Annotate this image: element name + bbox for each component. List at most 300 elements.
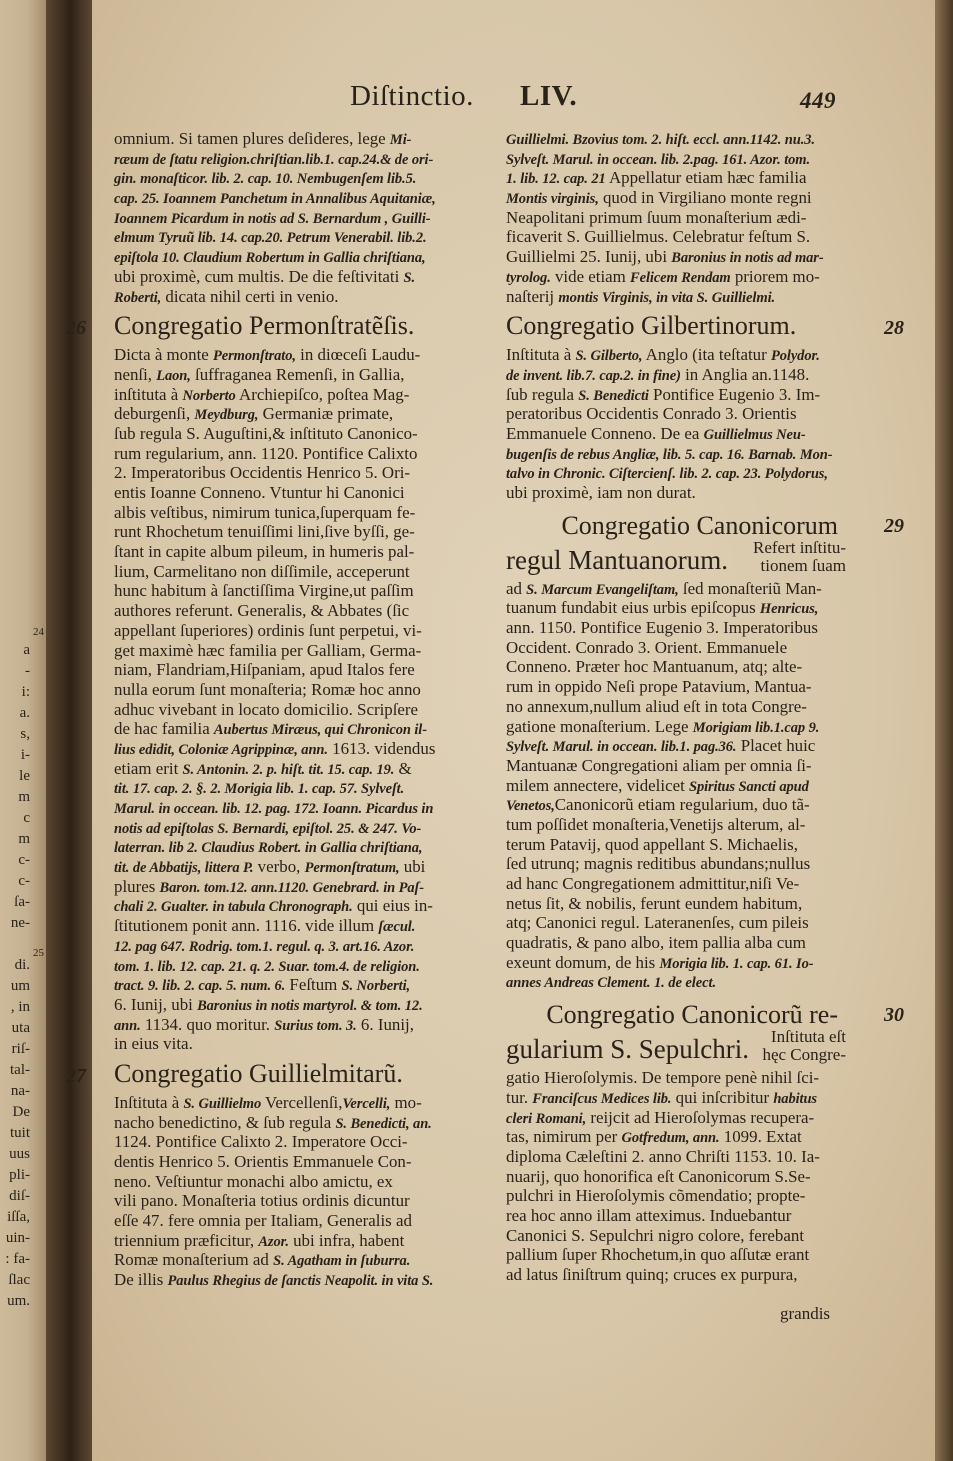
citation-text: Ioannem Picardum in notis ad S. Bernardum , Guilli- xyxy=(114,210,431,227)
citation-text: Montis virginis, xyxy=(506,191,599,208)
text-line xyxy=(114,680,439,700)
header-chapter-number: LIV. xyxy=(520,80,578,112)
text-line xyxy=(114,365,439,385)
text-line xyxy=(114,581,439,601)
text-line xyxy=(114,877,439,897)
text-line xyxy=(506,1206,844,1226)
text-fragment: le xyxy=(19,768,30,784)
body-text: gatione monaſterium. Lege xyxy=(506,716,693,736)
text-line xyxy=(114,424,439,444)
text-fragment: c- xyxy=(18,852,30,868)
citation-text: Venetos, xyxy=(506,798,555,815)
text-line xyxy=(506,208,844,228)
paragraph xyxy=(114,1093,441,1290)
text-line xyxy=(506,1088,844,1108)
text-line xyxy=(506,149,844,169)
section-number: 26 xyxy=(66,317,86,340)
citation-text: Guillielmi. Bzovius tom. 2. hiſt. eccl. ann.1142. nu.3. xyxy=(506,132,815,148)
text-line xyxy=(114,739,439,759)
text-line xyxy=(506,854,844,874)
body-text: eſſe 47. fere omnia per Italiam, Generalis ad xyxy=(114,1211,412,1231)
citation-text: S. Agatham in ſuburra. xyxy=(273,1253,411,1270)
previous-page-edge xyxy=(0,0,46,1461)
body-text: tum poſſidet monaſteria,Venetijs alterum, al- xyxy=(506,814,806,834)
text-line xyxy=(114,267,439,287)
margin-number: 24 xyxy=(33,626,44,638)
citation-text: lius edidit, Coloniæ Agrippinæ, ann. xyxy=(114,741,328,758)
text-fragment: di. xyxy=(14,957,30,973)
citation-text: cleri Romani, xyxy=(506,1110,587,1127)
text-line xyxy=(114,1211,439,1231)
body-text: nacho benedictino, & ſub regula xyxy=(114,1112,336,1132)
text-fragment: , in xyxy=(10,999,30,1015)
text-line xyxy=(506,385,844,405)
text-line xyxy=(114,975,439,995)
side-line xyxy=(757,1046,846,1064)
body-text: naſterij xyxy=(506,286,559,306)
text-line xyxy=(114,149,439,169)
body-text: ad hanc Congregationem admittitur,niſi Ve- xyxy=(506,874,800,893)
body-text: ſtitutionem ponit ann. 1116. vide illum xyxy=(114,916,379,936)
body-text: Mantuanæ Congregationi aliam per omnia ſi- xyxy=(506,755,812,775)
body-text: rum regularium, ann. 1120. Pontifice Calixto xyxy=(114,443,418,463)
body-text: no annexum,nullum aliud eſt in tota Congre- xyxy=(506,696,807,716)
text-line xyxy=(114,188,439,208)
body-text: ubi proximè, cum multis. De die feſtivitati xyxy=(114,266,404,286)
text-line xyxy=(114,1152,439,1172)
citation-text: laterran. lib 2. Claudius Robert. in Gallia chriſtiana, xyxy=(114,840,423,857)
body-text: 6. Iunij, xyxy=(356,1014,414,1034)
citation-text: 12. pag 647. Rodrig. tom.1. regul. q. 3. art.16. Azor. xyxy=(114,938,415,955)
section-heading xyxy=(66,1058,441,1090)
text-line xyxy=(114,1113,439,1133)
citation-text: Roberti, xyxy=(114,289,162,306)
citation-text: montis Virginis, in vita S. Guillielmi. xyxy=(558,289,776,306)
text-fragment: uta xyxy=(11,1020,30,1036)
text-line xyxy=(114,916,439,936)
citation-text: tit. 17. cap. 2. §. 2. Morigia lib. 1. cap. 57. Sylveſt. xyxy=(114,781,405,798)
text-fragment: diſ- xyxy=(9,1188,30,1204)
citation-text: S. Gilberto, xyxy=(575,348,643,365)
heading-side-text xyxy=(736,539,846,575)
body-text: in Anglia an.1148. xyxy=(680,364,810,384)
citation-text: Baronius in notis martyrol. & tom. 12. xyxy=(197,997,423,1014)
text-line xyxy=(114,936,439,956)
text-line xyxy=(506,188,844,208)
section-heading xyxy=(66,310,441,342)
body-text: tas, nimirum per xyxy=(506,1127,622,1147)
text-line xyxy=(506,697,844,717)
citation-text: Henricus, xyxy=(759,601,819,618)
citation-text: S. Antonin. 2. p. hiſt. tit. 15. cap. 19. xyxy=(182,761,395,778)
citation-text: ann. xyxy=(114,1017,141,1034)
text-fragment: um. xyxy=(7,1293,30,1309)
citation-text: Norberto xyxy=(182,387,236,404)
body-text: 2. Imperatoribus Occidentis Henrico 5. Ori- xyxy=(114,463,411,483)
body-text: nenſi, xyxy=(114,364,157,384)
citation-text: Franciſcus Medices lib. xyxy=(532,1090,672,1107)
text-line xyxy=(114,562,439,582)
body-text: get maximè hæc familia per Galliam, Germa- xyxy=(114,640,422,660)
body-text: Pontifice Eugenio 3. Im- xyxy=(648,384,821,404)
body-text: Neapolitani primum ſuum monaſterium ædi- xyxy=(506,207,807,227)
text-fragment: c- xyxy=(18,873,30,889)
body-text: ubi infra, habent xyxy=(288,1230,405,1250)
text-line xyxy=(114,444,439,464)
text-line xyxy=(114,837,439,857)
text-line xyxy=(114,1270,439,1290)
heading-text: Congregatio Gilbertinorum. xyxy=(506,311,797,341)
body-text: tuanum fundabit eius urbis epiſcopus xyxy=(506,598,760,618)
body-text: neno. Veſtiuntur monachi albo amictu, ex xyxy=(114,1171,393,1191)
text-fragment: : fa- xyxy=(5,1251,30,1267)
text-line xyxy=(506,129,844,149)
text-line xyxy=(114,404,439,424)
body-text: terum Patavij, quod appellant S. Michaelis, xyxy=(506,834,798,854)
body-text: qui inſcribitur xyxy=(671,1087,774,1107)
text-line xyxy=(506,795,844,815)
body-text: Archiepiſco, poſtea Mag- xyxy=(235,384,410,404)
body-text: triennium præficitur, xyxy=(114,1230,259,1250)
page-number: 449 xyxy=(800,88,836,113)
side-line xyxy=(736,539,846,557)
body-text: hęc Congre- xyxy=(762,1045,846,1065)
citation-text: Azor. xyxy=(258,1233,289,1250)
body-text: Placet huic xyxy=(736,736,816,756)
body-text: diploma Cæleſtini 2. anno Chriſti 1153. 10. Ia- xyxy=(506,1146,820,1166)
body-text: qui eius in- xyxy=(352,896,433,916)
body-text: 1124. Pontifice Calixto 2. Imperatore Occi- xyxy=(114,1132,408,1152)
citation-text: Guillielmus Neu- xyxy=(703,426,806,443)
body-text: exeunt domum, de his xyxy=(506,952,660,972)
body-text: Inſtituta à xyxy=(114,1092,184,1112)
text-line xyxy=(114,1015,439,1035)
citation-text: bugenſis de rebus Angliæ, lib. 5. cap. 16. Barnab. Mon- xyxy=(506,446,833,463)
text-line xyxy=(506,365,844,385)
body-text: ſed utrunq; magnis reditibus abundans;nullus xyxy=(506,854,811,874)
heading-text-line2: regul Mantuanorum. xyxy=(506,544,728,575)
text-line xyxy=(114,1250,439,1270)
text-line xyxy=(114,463,439,483)
body-text: & xyxy=(394,758,412,778)
text-line xyxy=(506,953,844,973)
body-text: Refert inſtitu- xyxy=(752,537,846,557)
heading-side-text xyxy=(757,1028,846,1064)
text-fragment: m xyxy=(18,831,30,847)
text-line xyxy=(506,618,844,638)
body-text: Inſtituta à xyxy=(506,345,576,365)
citation-text: Gotfredum, ann. xyxy=(621,1130,720,1147)
body-text: de hac familia xyxy=(114,719,214,739)
section-number: 30 xyxy=(884,1004,904,1027)
citation-text: Baronius in notis ad mar- xyxy=(671,250,824,267)
citation-text: Sylveſt. Marul. in occean. lib.1. pag.36. xyxy=(506,739,737,756)
citation-text: 1. lib. 12. cap. 21 xyxy=(506,171,606,188)
text-line xyxy=(506,717,844,737)
body-text: quod in Virgiliano monte regni xyxy=(598,188,812,208)
text-line xyxy=(114,857,439,877)
text-line xyxy=(114,798,439,818)
body-text: mo- xyxy=(390,1092,422,1112)
body-text: in eius vita. xyxy=(114,1034,193,1054)
text-line xyxy=(506,894,844,914)
text-fragment: a. xyxy=(19,705,30,721)
text-line xyxy=(506,168,844,188)
heading-row xyxy=(506,1027,846,1065)
body-text: entis Ioanne Conneno. Vtuntur hi Canonici xyxy=(114,483,405,502)
text-line xyxy=(506,1147,844,1167)
body-text: ann. 1150. Pontifice Eugenio 3. Imperatoribus xyxy=(506,618,818,638)
body-text: plures xyxy=(114,876,160,896)
body-text: ficaverit S. Guillielmus. Celebratur feſtum S. xyxy=(506,227,811,247)
text-line xyxy=(114,542,439,562)
citation-text: Laon, xyxy=(156,367,191,384)
body-text: verbo, xyxy=(253,857,305,877)
heading-row xyxy=(506,537,846,575)
text-line xyxy=(114,129,439,149)
body-text: inſtituta à xyxy=(114,384,183,404)
left-column xyxy=(66,129,441,1290)
heading-text-line2: gularium S. Sepulchri. xyxy=(506,1034,749,1065)
body-text: authores referunt. Generalis, & Abbates (ſic xyxy=(114,601,410,621)
text-line xyxy=(506,756,844,776)
text-line xyxy=(506,736,844,756)
text-fragment: i: xyxy=(21,684,30,700)
body-text: quadratis, & pano albo, item pallia alba cum xyxy=(506,933,806,953)
text-line xyxy=(114,227,439,247)
text-line xyxy=(506,1127,844,1147)
paragraph xyxy=(506,345,846,503)
text-line xyxy=(506,776,844,796)
text-line xyxy=(506,483,846,503)
body-text: ſub regula xyxy=(506,384,579,404)
body-text: vide etiam xyxy=(550,266,631,286)
heading-text-line1: Congregatio Canonicorum xyxy=(561,510,838,540)
header-distinctio: Diſtinctio. xyxy=(350,80,474,112)
text-fragment: pli- xyxy=(9,1167,30,1183)
text-fragment: tal- xyxy=(10,1062,30,1078)
heading-line1 xyxy=(506,1000,846,1030)
body-text: Feſtum xyxy=(285,975,342,995)
section-heading xyxy=(506,310,904,342)
citation-text: Morigia lib. 1. cap. 61. Io- xyxy=(659,955,814,972)
page-edge xyxy=(935,0,953,1461)
body-text: milem annectere, videlicet xyxy=(506,775,689,795)
citation-text: Polydor. xyxy=(770,348,820,365)
section-heading xyxy=(506,1000,904,1065)
text-line xyxy=(506,874,844,894)
citation-text: Paulus Rhegius de ſanctis Neapolit. in vita S. xyxy=(167,1273,434,1290)
citation-text: chali 2. Gualter. in tabula Chronograph. xyxy=(114,899,353,916)
heading-text-line1: Congregatio Canonicorũ re- xyxy=(546,1000,838,1030)
body-text: priorem mo- xyxy=(730,266,820,286)
text-line xyxy=(506,1108,844,1128)
text-fragment: c xyxy=(23,810,30,826)
citation-text: Permonſtratum, xyxy=(304,860,400,877)
heading-text: Congregatio Permonſtratẽſis. xyxy=(114,311,415,341)
body-text: 1099. Extat xyxy=(719,1127,802,1147)
text-line xyxy=(114,247,439,267)
body-text: Dicta à monte xyxy=(114,345,214,365)
body-text: Vercellenſi, xyxy=(261,1092,343,1112)
citation-text: Vercelli, xyxy=(342,1095,391,1112)
text-line xyxy=(506,835,844,855)
body-text: ſtant in capite album pileum, in humeris pal- xyxy=(114,542,415,562)
section-heading xyxy=(506,510,904,575)
body-text: De illis xyxy=(114,1270,168,1290)
body-text: 1134. quo moritur. xyxy=(140,1014,275,1034)
body-text: vili pano. Monaſteria totius ordinis dicuntur xyxy=(114,1191,410,1211)
body-text: Conneno. Præter hoc Mantuanum, atq; alte- xyxy=(506,657,803,677)
section-number: 29 xyxy=(884,514,904,537)
text-line xyxy=(506,677,844,697)
text-line xyxy=(506,638,844,658)
text-line xyxy=(114,778,439,798)
text-line xyxy=(506,1068,844,1088)
body-text: Canonici S. Sepulchri nigro colore, ferebant xyxy=(506,1225,805,1245)
body-text: rum in oppido Neſi prope Patavium, Mantua- xyxy=(506,677,812,697)
text-line xyxy=(506,913,844,933)
text-line xyxy=(506,1265,844,1285)
section-number: 27 xyxy=(66,1064,86,1087)
text-line xyxy=(114,719,439,739)
heading-line1 xyxy=(506,511,846,541)
body-text: etiam erit xyxy=(114,758,183,778)
text-line xyxy=(114,1231,439,1251)
text-line xyxy=(114,522,439,542)
body-text: Guillielmi 25. Iunij, ubi xyxy=(506,247,672,267)
body-text: lium, Carmelitano non diſſimile, acceperunt xyxy=(114,561,410,581)
text-line xyxy=(114,759,439,779)
body-text: Occident. Conrado 3. Orient. Emmanuele xyxy=(506,637,788,657)
text-line xyxy=(506,444,844,464)
body-text: 1613. videndus xyxy=(327,738,436,758)
body-text: dicata nihil certi in venio. xyxy=(161,286,339,306)
text-line xyxy=(506,227,844,247)
body-text: Inſtituta eſt xyxy=(770,1027,846,1047)
text-line xyxy=(506,1226,844,1246)
text-line xyxy=(114,601,439,621)
body-text: runt Rhochetum tenuiſſimi lini,ſive byſſi, ge- xyxy=(114,522,415,542)
running-header xyxy=(0,80,953,120)
text-line xyxy=(114,818,439,838)
text-fragment: m xyxy=(18,789,30,805)
text-line xyxy=(506,598,844,618)
citation-text: epiſtola 10. Claudium Robertum in Gallia chriſtiana, xyxy=(114,250,426,267)
body-text: omnium. Si tamen plures deſideres, lege xyxy=(114,129,390,148)
body-text: nulla eorum ſunt monaſteria; Romæ hoc anno xyxy=(114,679,421,699)
body-text: appellant ſuperiores) ordinis ſunt perpetui, vi- xyxy=(114,620,422,640)
text-line xyxy=(506,287,846,307)
body-text: Romæ monaſterium ad xyxy=(114,1250,274,1270)
citation-text: talvo in Chronic. Ciſtercienſ. lib. 2. cap. 23. Polydorus, xyxy=(506,466,828,483)
text-fragment: - xyxy=(25,663,30,679)
text-fragment: riſ- xyxy=(11,1041,30,1057)
citation-text: habitus xyxy=(773,1090,817,1107)
text-line xyxy=(506,1245,844,1265)
text-line xyxy=(506,972,846,992)
paragraph xyxy=(506,579,846,992)
text-line xyxy=(114,287,439,307)
body-text: pallium ſuper Rhochetum,in quo aſſutæ erant xyxy=(506,1245,810,1265)
body-text: hunc habitum à ſanctiſſima Virgine,ut paſſim xyxy=(114,581,414,601)
body-text: atq; Canonici regul. Lateranenſes, cum pileis xyxy=(506,913,809,933)
body-text: deburgenſi, xyxy=(114,404,195,424)
text-line xyxy=(506,267,844,287)
text-line xyxy=(506,424,844,444)
text-line xyxy=(506,657,844,677)
text-line xyxy=(114,660,439,680)
body-text: netus ſit, & nobilis, ferunt eundem habitum, xyxy=(506,893,803,913)
catchword: grandis xyxy=(780,1304,831,1323)
citation-text: S. xyxy=(403,269,416,286)
text-fragment: uus xyxy=(9,1146,30,1162)
text-line xyxy=(506,933,844,953)
body-text: ſub regula S. Auguſtini,& inſtituto Canonico- xyxy=(114,423,418,443)
body-text: pulchri in Hieroſolymis cõmendatio; propte- xyxy=(506,1186,806,1206)
text-line xyxy=(114,483,439,503)
body-text: ad xyxy=(506,578,527,598)
body-text: gatio Hieroſolymis. De tempore penè nihil ſci- xyxy=(506,1068,820,1088)
body-text: rea hoc anno illam atteximus. Induebantur xyxy=(506,1205,792,1225)
text-line xyxy=(114,168,439,188)
citation-text: Aubertus Miræus, qui Chronicon il- xyxy=(213,722,427,739)
citation-text: tyrolog. xyxy=(506,269,551,286)
text-fragment: s, xyxy=(20,726,30,742)
citation-text: annes Andreas Clement. 1. de elect. xyxy=(506,975,716,992)
text-fragment: i- xyxy=(20,747,30,763)
text-line xyxy=(114,1191,439,1211)
text-line xyxy=(506,579,844,599)
text-fragment: uin- xyxy=(5,1230,30,1246)
body-text: tur. xyxy=(506,1087,533,1107)
text-line xyxy=(114,1132,439,1152)
body-text: adhuc vivebant in locato domicilio. Scripſere xyxy=(114,699,419,719)
body-text: Emmanuele Conneno. De ea xyxy=(506,423,704,443)
citation-text: Mi- xyxy=(389,132,412,148)
text-line xyxy=(114,208,439,228)
body-text: albis veſtibus, nimirum tunica,ſuperquam fe- xyxy=(114,502,416,522)
text-line xyxy=(506,815,844,835)
text-fragment: ne- xyxy=(10,915,30,931)
text-line xyxy=(114,385,439,405)
citation-text: S. Benedicti xyxy=(578,387,649,404)
citation-text: Felicem Rendam xyxy=(630,269,731,286)
text-line xyxy=(114,503,439,523)
text-line xyxy=(114,1172,439,1192)
text-line xyxy=(506,247,844,267)
text-line xyxy=(114,956,439,976)
text-fragment: a xyxy=(23,642,30,658)
body-text: Appellatur etiam hæc familia xyxy=(605,168,807,188)
body-text: reijcit ad Hieroſolymas recupera- xyxy=(586,1107,815,1127)
citation-text: ſæcul. xyxy=(378,919,416,936)
paragraph xyxy=(114,345,441,1054)
side-line xyxy=(757,1028,846,1046)
text-line xyxy=(114,1034,441,1054)
citation-text: Morigiam lib.1.cap 9. xyxy=(692,719,820,736)
text-line xyxy=(506,1186,844,1206)
citation-text: Marul. in occean. lib. 12. pag. 172. Ioann. Picardus in xyxy=(114,801,434,817)
body-text: Canonicorũ etiam regularium, duo tã- xyxy=(554,795,810,815)
citation-text: ræum de ſtatu religion.chriſtian.lib.1. cap.24.& de ori- xyxy=(114,151,434,168)
text-line xyxy=(506,345,844,365)
body-text: 6. Iunij, ubi xyxy=(114,994,198,1014)
citation-text: S. Marcum Evangeliſtam, xyxy=(526,581,679,598)
text-fragment: iſſa, xyxy=(7,1209,30,1225)
body-text: Anglo (ita teſtatur xyxy=(642,345,771,365)
citation-text: Surius tom. 3. xyxy=(274,1017,357,1034)
